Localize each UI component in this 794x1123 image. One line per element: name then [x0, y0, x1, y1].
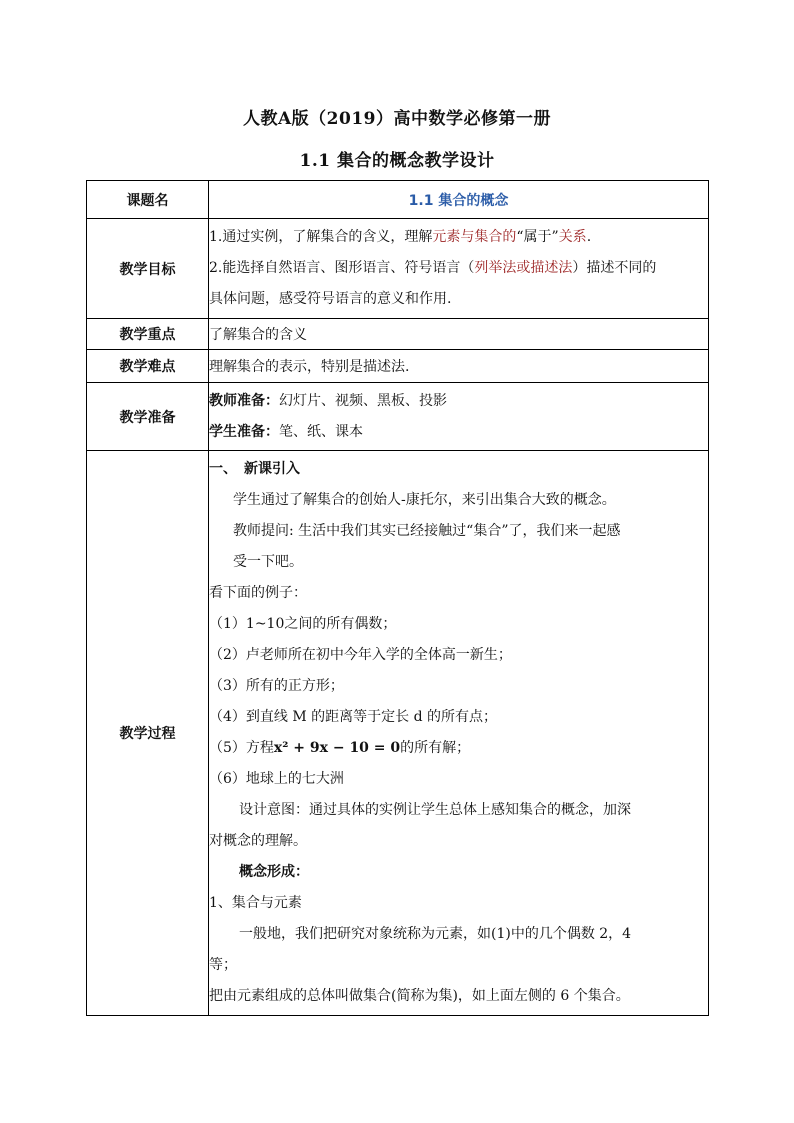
concept-paragraph: 等； — [209, 957, 237, 973]
process-paragraph: 教师提问: 生活中我们其实已经接触过“集合”了，我们来一起感 — [233, 523, 621, 539]
equation: x² + 9x − 10 = 0 — [273, 740, 401, 756]
key-row — [87, 319, 709, 350]
prep-label: 教学准备 — [87, 383, 209, 451]
document-subtitle: 1.1 集合的概念教学设计 — [299, 151, 495, 171]
difficulty-value: 理解集合的表示，特别是描述法. — [209, 350, 709, 383]
design-intent: 设计意图：通过具体的实例让学生总体上感知集合的概念，加深 — [239, 802, 631, 818]
topic-label: 课题名 — [87, 181, 209, 219]
goal-1-highlight-b: 关系 — [558, 229, 587, 245]
goal-1-highlight-a: 元素与集合的 — [432, 229, 517, 245]
prep-row — [87, 383, 709, 451]
example-item: （1）1~10之间的所有偶数； — [209, 616, 397, 632]
prep-student: 学生准备：笔、纸、课本 — [209, 423, 363, 440]
key-label: 教学重点 — [87, 319, 209, 350]
concept-item: 1、集合与元素 — [209, 895, 302, 911]
process-paragraph: 受一下吧。 — [233, 554, 303, 570]
goals-row — [87, 219, 709, 319]
difficulty-row — [87, 350, 709, 383]
goals-label: 教学目标 — [87, 219, 209, 319]
document-title: 人教A版（2019）高中数学必修第一册 — [242, 109, 551, 129]
example-item: （4）到直线 M 的距离等于定长 d 的所有点； — [209, 709, 498, 725]
lesson-plan-table — [86, 180, 709, 1016]
goal-2: 2.能选择自然语言、图形语言、符号语言（列举法或描述法）描述不同的 — [209, 260, 657, 276]
key-value: 了解集合的含义 — [209, 319, 709, 350]
process-paragraph: 学生通过了解集合的创始人-康托尔，来引出集合大致的概念。 — [233, 492, 616, 508]
prep-teacher: 教师准备：幻灯片、视频、黑板、投影 — [209, 392, 447, 409]
topic-value: 1.1 集合的概念 — [209, 181, 709, 219]
goal-1: 1.通过实例，了解集合的含义，理解元素与集合的“属于”关系. — [209, 229, 592, 245]
process-row — [87, 451, 709, 1016]
concept-paragraph: 把由元素组成的总体叫做集合(简称为集)，如上面左侧的 6 个集合。 — [209, 988, 630, 1004]
prep-value — [209, 383, 709, 451]
concept-paragraph: 一般地，我们把研究对象统称为元素，如(1)中的几个偶数 2，4 — [239, 926, 632, 942]
process-label: 教学过程 — [87, 451, 209, 1016]
process-paragraph: 看下面的例子： — [209, 585, 307, 601]
example-item: （6）地球上的七大洲 — [209, 771, 344, 787]
topic-row — [87, 181, 709, 219]
example-item: （3）所有的正方形； — [209, 678, 344, 694]
example-item: （2）卢老师所在初中今年入学的全体高一新生； — [209, 647, 512, 663]
example-item: （5）方程x² + 9x − 10 = 0的所有解； — [209, 740, 471, 756]
goal-2-cont: 具体问题，感受符号语言的意义和作用. — [209, 291, 452, 307]
design-intent-cont: 对概念的理解。 — [209, 833, 307, 849]
goals-value — [209, 219, 709, 319]
process-section-intro: 一、 新课引入 — [209, 461, 300, 477]
process-value — [209, 451, 709, 1016]
goal-2-highlight: 列举法或描述法 — [474, 260, 573, 276]
concept-heading: 概念形成： — [239, 864, 309, 880]
difficulty-label: 教学难点 — [87, 350, 209, 383]
